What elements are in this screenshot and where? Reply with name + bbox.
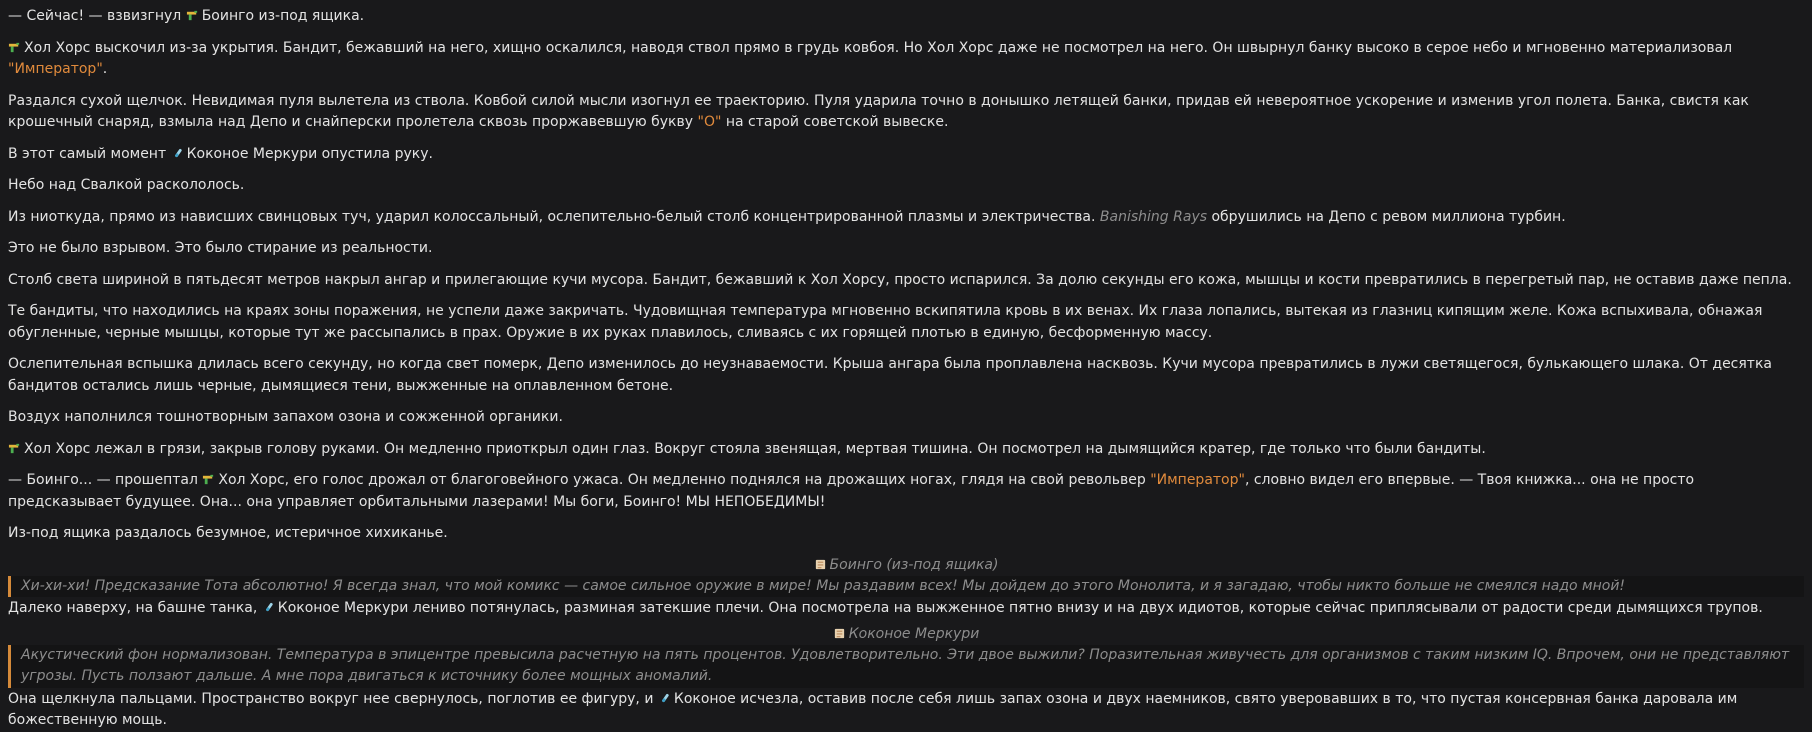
highlight-term: "Император" [8, 61, 103, 77]
paragraph-6 [8, 207, 1804, 229]
paragraph-10: Ослепительная вспышка длилась всего секунду, но когда свет померк, Депо изменилось до неузнаваемости. Крыша ангара была проплавлена насквозь. Кучи мусора превратились в лужи светящегося, булькающего шлака. От десятка бандитов остались лишь черные, дымящиеся тени, выжженные на оплавленном бетоне. [8, 356, 1772, 394]
paragraph-7: Это не было взрывом. Это было стирание из реальности. [8, 240, 433, 256]
text: выскочил из-за укрытия. Бандит, бежавший на него, хищно оскалился, наводя ствол прямо в грудь ковбоя. Но Хол Хорс даже не посмотрел на него. Он швырнул банку высоко в серое небо и мгновенно материализовал [90, 39, 1733, 56]
text: исчезла, оставив после себя лишь запах озона и двух наемников, свято уверовавших в то, что пустая консервная банка даровала им божественную мощь. [8, 690, 1738, 728]
text: , его голос дрожал от благоговейного ужаса. Он медленно поднялся на дрожащих ногах, глядя на свой револьвер [284, 472, 1151, 488]
text: Далеко наверху, на башне танка, [8, 600, 262, 616]
text: из-под ящика. [254, 8, 365, 24]
paragraph-12 [8, 439, 1804, 461]
text: лениво потянулась, разминая затекшие плечи. Она посмотрела на выжженное пятно внизу и на двух идиотов, которые сейчас приплясывали от радости среди дымящихся трупов. [408, 600, 1763, 616]
skill-name: Banishing Rays [1099, 208, 1208, 225]
speaker-label [8, 555, 1804, 576]
paragraph-4 [8, 144, 1804, 166]
quote-block: Акустический фон нормализован. Температура в эпицентре превысила расчетную на пять процентов. Удовлетворительно. Эти двое выжили? Поразительная живучесть для организмов с таким низким IQ. Впрочем, они не представляют угрозы. Пусть ползают дальше. А мне пора двигаться к источнику более мощных аномалий. [8, 645, 1804, 688]
text: В этот самый момент [8, 145, 171, 162]
text: обрушились на Депо с ревом миллиона турбин. [1207, 208, 1566, 225]
text: — Боинго... — прошептал [8, 472, 203, 488]
text: . [102, 61, 108, 77]
text: на старой советской вывеске. [721, 114, 949, 130]
text: опустила руку. [317, 145, 433, 162]
test-tube-icon [658, 692, 671, 705]
green-gun-icon [186, 9, 199, 22]
test-tube-icon [171, 147, 184, 160]
text: Она щелкнула пальцами. Пространство вокруг нее свернулось, поглотив ее фигуру, и [8, 690, 658, 707]
paragraph-13 [8, 470, 1804, 513]
paragraph-9: Те бандиты, что находились на краях зоны поражения, не успели даже закричать. Чудовищная температура мгновенно вскипятила кровь в их венах. Их глаза лопались, вытекая из глазниц кипящим желе. Кожа вспыхивала, обнажая обугленные, черные мышцы, которые тут же рассыпались в прах. Оружие в их руках плавилось, сливаясь с их горящей плотью в единую, бесформенную массу. [8, 303, 1763, 341]
quote-block: Хи-хи-хи! Предсказание Тота абсолютно! Я всегда знал, что мой комикс — самое сильное оружие в мире! Мы раздавим всех! Мы дойдем до этого Монолита, и я загадаю, чтобы никто больше не смеялся надо мной! [8, 576, 1804, 598]
paragraph-3 [8, 91, 1804, 134]
scroll-icon [814, 558, 827, 571]
paragraph-11: Воздух наполнился тошнотворным запахом озона и сожженной органики. [8, 409, 563, 425]
character-name: Хол Хорс [24, 39, 91, 56]
text: — Сейчас! — взвизгнул [8, 8, 186, 24]
character-name: Боинго [201, 8, 255, 24]
text: Раздался сухой щелчок. Невидимая пуля вылетела из ствола. Ковбой силой мысли изогнул ее траекторию. Пуля ударила точно в донышко летящей банки, придав ей невероятное ускорение и изменив угол полета. Банка, свистя как крошечный снаряд, взмыла над Депо и снайперски пролетела сквозь проржавевшую букву [8, 92, 1749, 130]
green-gun-icon [8, 442, 21, 455]
highlight-term: "Император" [1150, 472, 1245, 488]
paragraph-15 [8, 598, 1804, 620]
character-name: Коконое Меркури [186, 145, 318, 162]
text: лежал в грязи, закрыв голову руками. Он медленно приоткрыл один глаз. Вокруг стояла звенящая, мертвая тишина. Он посмотрел на дымящийся кратер, где только что были бандиты. [90, 440, 1486, 457]
speaker-name: Коконое Меркури [848, 625, 980, 642]
character-name: Хол Хорс [24, 440, 91, 457]
test-tube-icon [262, 601, 275, 614]
green-gun-icon [8, 41, 21, 54]
paragraph-16 [8, 689, 1804, 732]
paragraph-5: Небо над Свалкой раскололось. [8, 177, 245, 193]
text: , словно видел его впервые. — Твоя книжка... она не просто предсказывает будущее. Она... она управляет орбитальными лазерами! Мы боги, Боинго! МЫ НЕПОБЕДИМЫ! [8, 472, 1695, 510]
character-name: Хол Хорс [218, 472, 285, 488]
character-name: Коконое Меркури [277, 600, 409, 616]
green-gun-icon [202, 473, 215, 486]
paragraph-14: Из-под ящика раздалось безумное, истеричное хихиканье. [8, 525, 448, 541]
speaker-name: Боинго (из-под ящика) [829, 556, 999, 573]
scroll-icon [833, 627, 846, 640]
paragraph-1 [8, 6, 1804, 28]
paragraph-2 [8, 38, 1804, 81]
speaker-label [8, 624, 1804, 645]
text: Из ниоткуда, прямо из нависших свинцовых туч, ударил колоссальный, ослепительно-белый столб концентрированной плазмы и электричества. [8, 208, 1100, 225]
paragraph-8: Столб света шириной в пятьдесят метров накрыл ангар и прилегающие кучи мусора. Бандит, бежавший к Хол Хорсу, просто испарился. За долю секунды его кожа, мышцы и кости превратились в перегретый пар, не оставив даже пепла. [8, 271, 1792, 288]
highlight-term: "О" [697, 114, 722, 130]
character-name: Коконое [673, 690, 736, 707]
